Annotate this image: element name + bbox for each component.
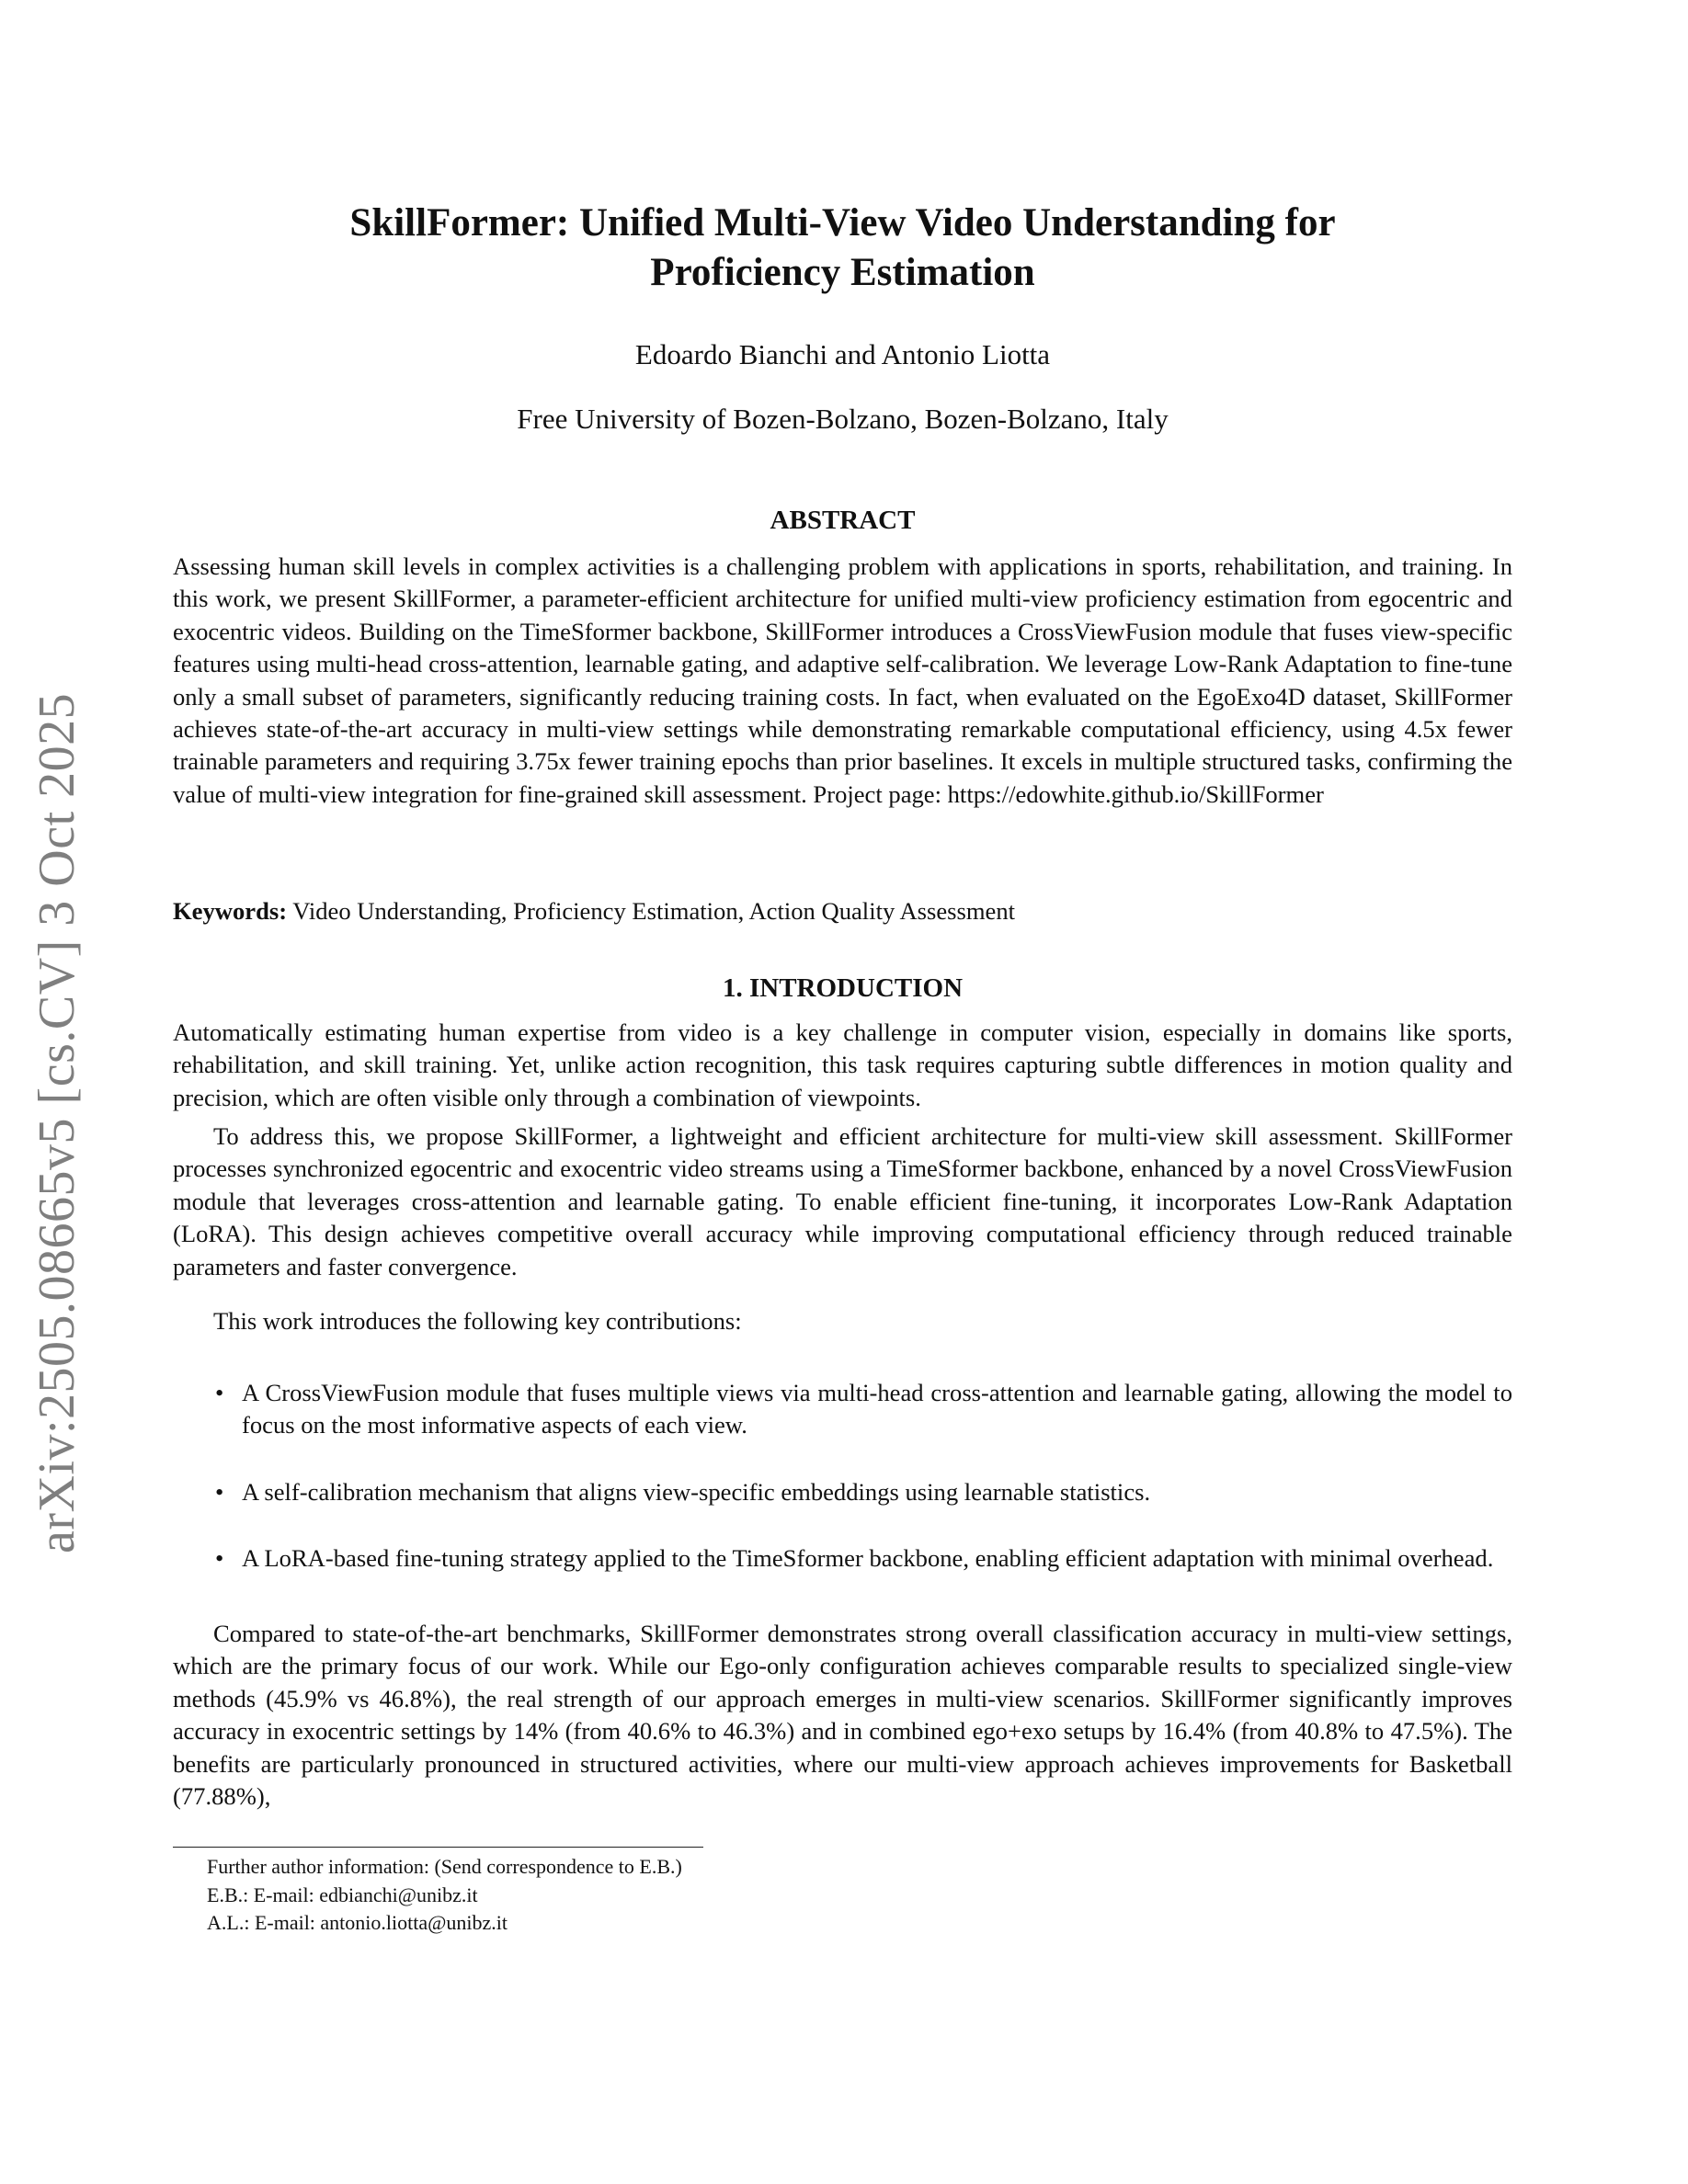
bullet-icon: •: [215, 1379, 224, 1406]
footnote-email-eb: E.B.: E-mail: edbianchi@unibz.it: [207, 1883, 478, 1906]
contribution-item: [173, 1542, 1512, 1575]
contributions-list: [173, 1377, 1512, 1610]
intro-paragraph-4: [173, 1618, 1512, 1813]
title-line-2: Proficiency Estimation: [650, 251, 1035, 294]
bullet-icon: •: [215, 1544, 224, 1573]
footnote-email-al: A.L.: E-mail: antonio.liotta@unibz.it: [207, 1911, 508, 1934]
intro-paragraph-1: [173, 1017, 1512, 1114]
intro-paragraph-3: [173, 1305, 1512, 1337]
abstract-heading: ABSTRACT: [770, 506, 916, 535]
abstract-text: Assessing human skill levels in complex activities is a challenging problem with applications in sports, rehabilitation, and training. In this work, we present SkillFormer, a parameter-efficient architecture for unified multi-view proficiency estimation from egocentric and exocentric videos. Building on the TimeSformer backbone, SkillFormer introduces a CrossViewFusion module that fuses view-specific features using multi-head cross-attention, learnable gating, and adaptive self-calibration. We leverage Low-Rank Adaptation to fine-tune only a small subset of parameters, significantly reducing training costs. In fact, when evaluated on the EgoExo4D dataset, SkillFormer achieves state-of-the-art accuracy in multi-view settings while demonstrating remarkable computational efficiency, using 4.5x fewer trainable parameters and requiring 3.75x fewer training epochs than prior baselines. It excels in multiple structured tasks, confirming the value of multi-view integration for fine-grained skill assessment. Project page: https://edowhite.github.io/SkillFormer: [173, 552, 1512, 808]
footnote-author-info: Further author information: (Send correspondence to E.B.): [207, 1855, 682, 1878]
abstract-body: [173, 551, 1512, 811]
paper-title: [173, 199, 1512, 298]
keywords-label: Keywords:: [173, 897, 288, 925]
intro-para-1-text: Automatically estimating human expertise from video is a key challenge in computer vision, especially in domains like sports, rehabilitation, and skill training. Yet, unlike action recognition, this task requires capturing subtle differences in motion quality and precision, which are often visible only through a combination of viewpoints.: [173, 1018, 1512, 1111]
contribution-item: [173, 1377, 1512, 1442]
introduction-heading: 1. INTRODUCTION: [722, 973, 964, 1003]
intro-para-3-text: This work introduces the following key contributions:: [213, 1307, 742, 1335]
intro-para-4-text: Compared to state-of-the-art benchmarks, SkillFormer demonstrates strong overall classification accuracy in multi-view settings, which are the primary focus of our work. While our Ego-only configuration achieves comparable results to specialized single-view methods (45.9% vs 46.8%), the real strength of our approach emerges in multi-view scenarios. SkillFormer significantly improves accuracy in exocentric settings by 14% (from 40.6% to 46.3%) and in combined ego+exo setups by 16.4% (from 40.8% to 47.5%). The benefits are particularly pronounced in structured activities, where our multi-view approach achieves improvements for Basketball (77.88%),: [173, 1620, 1512, 1811]
arxiv-watermark: arXiv:2505.08665v5 [cs.CV] 3 Oct 2025: [29, 692, 86, 1553]
contribution-item: [173, 1476, 1512, 1508]
bullet-icon: •: [215, 1477, 224, 1506]
keywords-text: Video Understanding, Proficiency Estimation, Action Quality Assessment: [287, 897, 1016, 925]
footnote-rule: [173, 1847, 703, 1848]
authors: Edoardo Bianchi and Antonio Liotta: [634, 338, 1051, 370]
intro-paragraph-2: [173, 1120, 1512, 1283]
intro-para-2-text: To address this, we propose SkillFormer, a lightweight and efficient architecture for multi-view skill assessment. SkillFormer processes synchronized egocentric and exocentric video streams using a TimeSformer backbone, enhanced by a novel CrossViewFusion module that leverages cross-attention and learnable gating. To enable efficient fine-tuning, it incorporates Low-Rank Adaptation (LoRA). This design achieves competitive overall accuracy while improving computational efficiency through reduced trainable parameters and faster convergence.: [173, 1122, 1512, 1280]
contribution-text: A LoRA-based fine-tuning strategy applied to the TimeSformer backbone, enabling efficient adaptation with minimal overhead.: [242, 1544, 1494, 1573]
contribution-text: A CrossViewFusion module that fuses multiple views via multi-head cross-attention and learnable gating, allowing the model to focus on the most informative aspects of each view.: [242, 1379, 1512, 1439]
keywords: [173, 895, 1512, 927]
title-line-1: SkillFormer: Unified Multi-View Video Understanding for: [349, 201, 1336, 245]
contribution-text: A self-calibration mechanism that aligns view-specific embeddings using learnable statistics.: [242, 1477, 1151, 1506]
affiliation: Free University of Bozen-Bolzano, Bozen-Bolzano, Italy: [517, 403, 1169, 435]
footnotes: [207, 1853, 682, 1938]
